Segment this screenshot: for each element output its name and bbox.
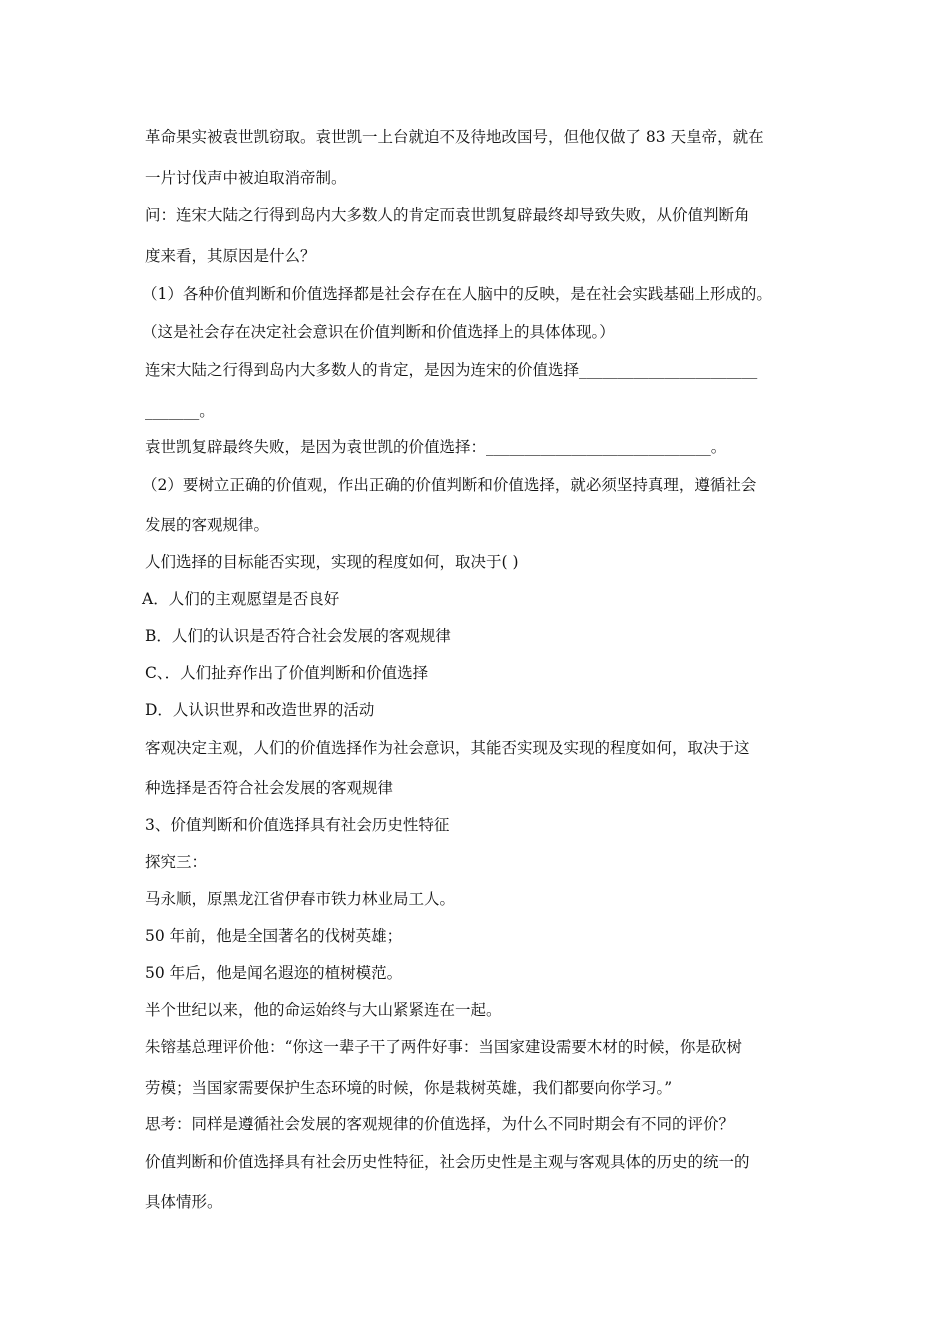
section-heading: 3、价值判断和价值选择具有社会历史性特征 xyxy=(145,816,450,834)
point-line: （这是社会存在决定社会意识在价值判断和价值选择上的具体体现。） xyxy=(142,323,615,341)
paragraph-line: 50 年后，他是闻名遐迩的植树模范。 xyxy=(145,964,403,982)
point-line: （1）各种价值判断和价值选择都是社会存在在人脑中的反映，是在社会实践基础上形成的。 xyxy=(142,285,772,303)
point-line: 发展的客观规律。 xyxy=(145,516,270,534)
option-d: D．人认识世界和改造世界的活动 xyxy=(145,701,375,719)
section-heading: 探究三： xyxy=(145,853,208,871)
question-line: 问：连宋大陆之行得到岛内大多数人的肯定而袁世凯复辟最终却导致失败，从价值判断角 xyxy=(145,206,750,224)
paragraph-line: 半个世纪以来，他的命运始终与大山紧紧连在一起。 xyxy=(145,1001,502,1019)
paragraph-line: 朱镕基总理评价他：“你这一辈子干了两件好事：当国家建设需要木材的时候，你是砍树 xyxy=(145,1038,742,1056)
fill-blank-line: _______。 xyxy=(145,402,215,420)
question-line: 度来看，其原因是什么？ xyxy=(145,247,316,265)
paragraph-line: 价值判断和价值选择具有社会历史性特征，社会历史性是主观与客观具体的历史的统一的 xyxy=(145,1153,750,1171)
paragraph-line: 劳模；当国家需要保护生态环境的时候，你是栽树英雄，我们都要向你学习。” xyxy=(145,1079,673,1097)
fill-blank-line: 袁世凯复辟最终失败，是因为袁世凯的价值选择：_____________________________。 xyxy=(145,438,727,456)
fill-blank-line: 连宋大陆之行得到岛内大多数人的肯定，是因为连宋的价值选择_______________________ xyxy=(145,361,758,379)
paragraph-line: 革命果实被袁世凯窃取。袁世凯一上台就迫不及待地改国号，但他仅做了 83 天皇帝，就在 xyxy=(145,128,764,146)
paragraph-line: 一片讨伐声中被迫取消帝制。 xyxy=(145,169,347,187)
option-a: A．人们的主观愿望是否良好 xyxy=(142,590,340,608)
paragraph-line: 客观决定主观，人们的价值选择作为社会意识，其能否实现及实现的程度如何，取决于这 xyxy=(145,739,750,757)
paragraph-line: 具体情形。 xyxy=(145,1193,223,1211)
paragraph-line: 种选择是否符合社会发展的客观规律 xyxy=(145,779,394,797)
option-b: B．人们的认识是否符合社会发展的客观规律 xyxy=(145,627,451,645)
option-c: C、．人们扯弃作出了价值判断和价值选择 xyxy=(145,664,429,682)
paragraph-line: 50 年前，他是全国著名的伐树英雄； xyxy=(145,927,403,945)
point-line: （2）要树立正确的价值观，作出正确的价值判断和价值选择，就必须坚持真理，遵循社会 xyxy=(142,476,757,494)
question-line: 人们选择的目标能否实现，实现的程度如何，取决于( ) xyxy=(145,553,519,571)
question-line: 思考：同样是遵循社会发展的客观规律的价值选择，为什么不同时期会有不同的评价？ xyxy=(145,1115,735,1133)
paragraph-line: 马永顺，原黑龙江省伊春市铁力林业局工人。 xyxy=(145,890,456,908)
